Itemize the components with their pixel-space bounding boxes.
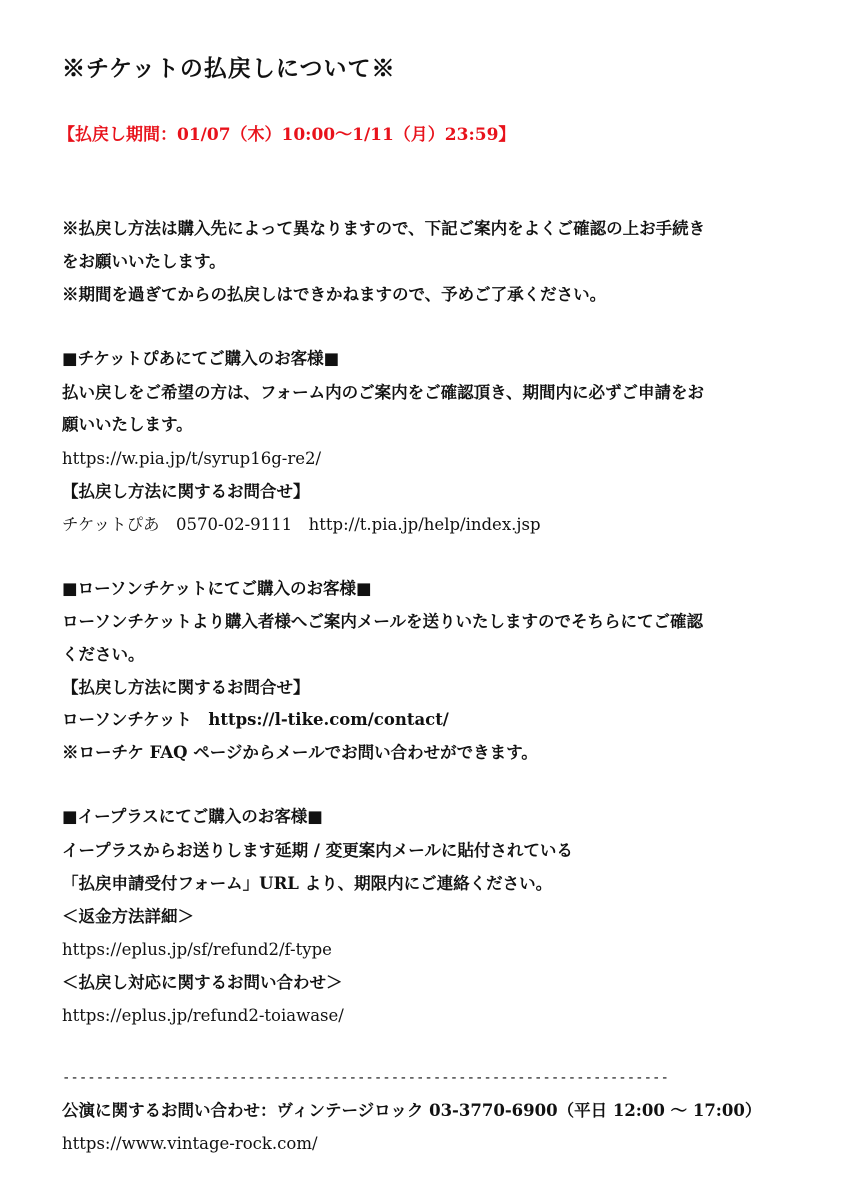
- footer-inquiry: 公演に関するお問い合わせ：ヴィンテージロック 03-3770-6900（平日 12:00 〜 17:00）: [62, 1101, 762, 1120]
- lawson-body-line: ください。: [62, 645, 145, 664]
- divider: ------------------------------------------------------------------------: [62, 1070, 669, 1086]
- lawson-note: ※ローチケ FAQ ページからメールでお問い合わせができます。: [62, 743, 538, 762]
- pia-inquiry-label: 【払戻し方法に関するお問合せ】: [62, 482, 310, 501]
- note-line: をお願いいたします。: [62, 252, 226, 271]
- pia-heading: ■チケットぴあにてご購入のお客様■: [62, 349, 340, 368]
- note-line: ※期間を過ぎてからの払戻しはできかねますので、予めご了承ください。: [62, 285, 607, 304]
- lawson-contact[interactable]: ローソンチケット https://l-tike.com/contact/: [62, 710, 449, 729]
- pia-url-link[interactable]: https://w.pia.jp/t/syrup16g-re2/: [62, 449, 322, 468]
- eplus-body-line: 「払戻申請受付フォーム」URL より、期限内にご連絡ください。: [62, 874, 553, 893]
- eplus-refund-label: ＜返金方法詳細＞: [62, 907, 194, 926]
- lawson-inquiry-label: 【払戻し方法に関するお問合せ】: [62, 678, 310, 697]
- refund-period: 【払戻し期間：01/07（木）10:00〜1/11（月）23:59】: [58, 125, 516, 145]
- eplus-contact-label: ＜払戻し対応に関するお問い合わせ＞: [62, 973, 343, 992]
- eplus-contact-url[interactable]: https://eplus.jp/refund2-toiawase/: [62, 1006, 344, 1025]
- lawson-heading: ■ローソンチケットにてご購入のお客様■: [62, 579, 372, 598]
- pia-body-line: 願いいたします。: [62, 415, 193, 434]
- lawson-body-line: ローソンチケットより購入者様へご案内メールを送りいたしますのでそちらにてご確認: [62, 612, 704, 631]
- page-title: ※チケットの払戻しについて※: [62, 55, 396, 82]
- pia-body-line: 払い戻しをご希望の方は、フォーム内のご案内をご確認頂き、期間内に必ずご申請をお: [62, 383, 705, 402]
- eplus-refund-url[interactable]: https://eplus.jp/sf/refund2/f-type: [62, 940, 332, 959]
- note-line: ※払戻し方法は購入先によって異なりますので、下記ご案内をよくご確認の上お手続き: [62, 219, 706, 238]
- footer-url-link[interactable]: https://www.vintage-rock.com/: [62, 1134, 318, 1153]
- pia-contact[interactable]: チケットぴあ 0570-02-9111 http://t.pia.jp/help/index.jsp: [62, 515, 541, 534]
- eplus-heading: ■イープラスにてご購入のお客様■: [62, 807, 323, 826]
- eplus-body-line: イープラスからお送りします延期 / 変更案内メールに貼付されている: [62, 841, 573, 860]
